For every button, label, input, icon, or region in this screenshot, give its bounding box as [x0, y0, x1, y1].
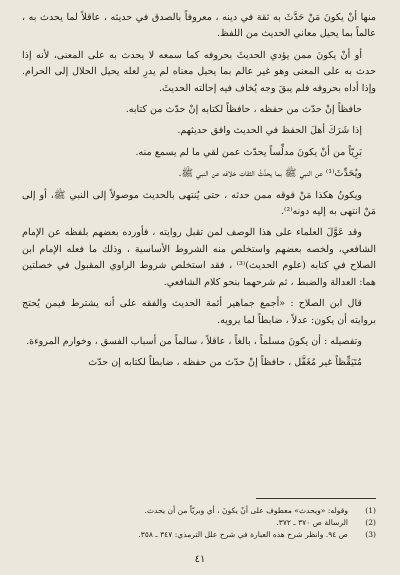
footnote-1 [22, 505, 376, 517]
footnote-text: الرسالة ص ٣٧٠ ـ ٣٧٢. [276, 518, 348, 527]
paragraph-6: ويُحَدِّثَ⁽¹⁾ عن النبي ﷺ بما يحدِّثُ الثقات خلافه عن النبي ﷺ. [178, 168, 362, 180]
footnote-3 [22, 529, 376, 541]
paragraph-3: حافظاً إنْ حدّث من حفظه ، حافظاً لكتابه إنْ حدّث من كتابه. [125, 104, 362, 116]
paragraph-9: قال ابن الصلاح : «أجمع جماهير أئمة الحديث والفقه على أنه يشترط فيمن يُحتج بروايته أن يكون: عدلاً ، ضابطاً لما يرويه. [22, 298, 376, 326]
paragraph-7: ويكونُ هكذا مَنْ فوقه ممن حدثه ، حتى يُنتهى بالحديث موصولاً إلى النبي ﷺ، أو إلى مَنْ انتهى به إليه دونه⁽²⁾. [22, 189, 376, 218]
paragraph-4: إذا شَرَكَ أهلَ الحفظ في الحديث وافق حديثهم. [177, 125, 362, 137]
paragraph-1: منها أنْ يكونَ مَنْ حَدَّثَ به ثقة في دينه ، معروفاً بالصدق في حديثه ، عاقلاً لما يحدث به ، عالماً بما يحيل معاني الحديث من اللفظ. [22, 12, 376, 40]
footnote-divider [256, 498, 376, 499]
footnote-number: (3) [365, 530, 376, 539]
page-number: ٤١ [194, 554, 206, 565]
footnote-2 [22, 517, 376, 529]
paragraph-11: مُتَيَقِّظاً غير مُغَفَّل ، حافظاً إنْ حدّث من حفظه ، ضابطاً لكتابه إن حدّث [88, 357, 362, 369]
main-text [22, 10, 376, 372]
footnote-number: (1) [365, 506, 376, 515]
paragraph-8: وقد عَوَّلَ العلماء على هذا الوصف لمن تقبل روايته ، فأورده بعضهم بلفظه عن الإمام الشافعي، ولخصه بعضهم واستخلص منه الشروط الأساسية ، وذلك ما فعله الإمام ابن الصلاح في كتابه (علوم الحديث)⁽³⁾ ، فقد استخلص شروط الراوي المقبول في خصلتين هما: العدالة والضبط ، ثم شرحهما بنحو كلام الشافعي. [22, 227, 376, 288]
paragraph-10: وتفصيله : أن يكونَ مسلماً ، بالغاً ، عاقلاً ، سالماً من أسباب الفسق ، وخوارم المروءة. [26, 335, 362, 347]
footnote-number: (2) [365, 518, 376, 527]
footnote-text: ص ٩٤. وانظر شرح هذه العبارة في شرح علل الترمذي: ٣٤٧ ـ ٣٥٨. [138, 530, 348, 539]
footnotes [22, 505, 376, 541]
paragraph-2: أو أنْ يكونَ ممن يؤدي الحديثَ بحروفه كما سمعه لا يحدث به على المعنى، لأنه إذا حدث به على المعنى وهو غير عالم بما يحيل معناه لم يدرِ لعله يحيل الحلال إلى الحرام. وإذا أداه بحروفه فلم يبقَ وجه يُخاف فيه إحالته الحديثَ. [22, 49, 376, 94]
paragraph-5: بَرِيّاً من أنْ يكونَ مدلِّساً يحدّث عمن لقي ما لم يسمع منه. [135, 146, 362, 158]
footnote-text: وقوله: «ويحدث» معطوف على أنْ يكونَ ، أي وبريّاً من أن يحدث. [144, 506, 348, 515]
